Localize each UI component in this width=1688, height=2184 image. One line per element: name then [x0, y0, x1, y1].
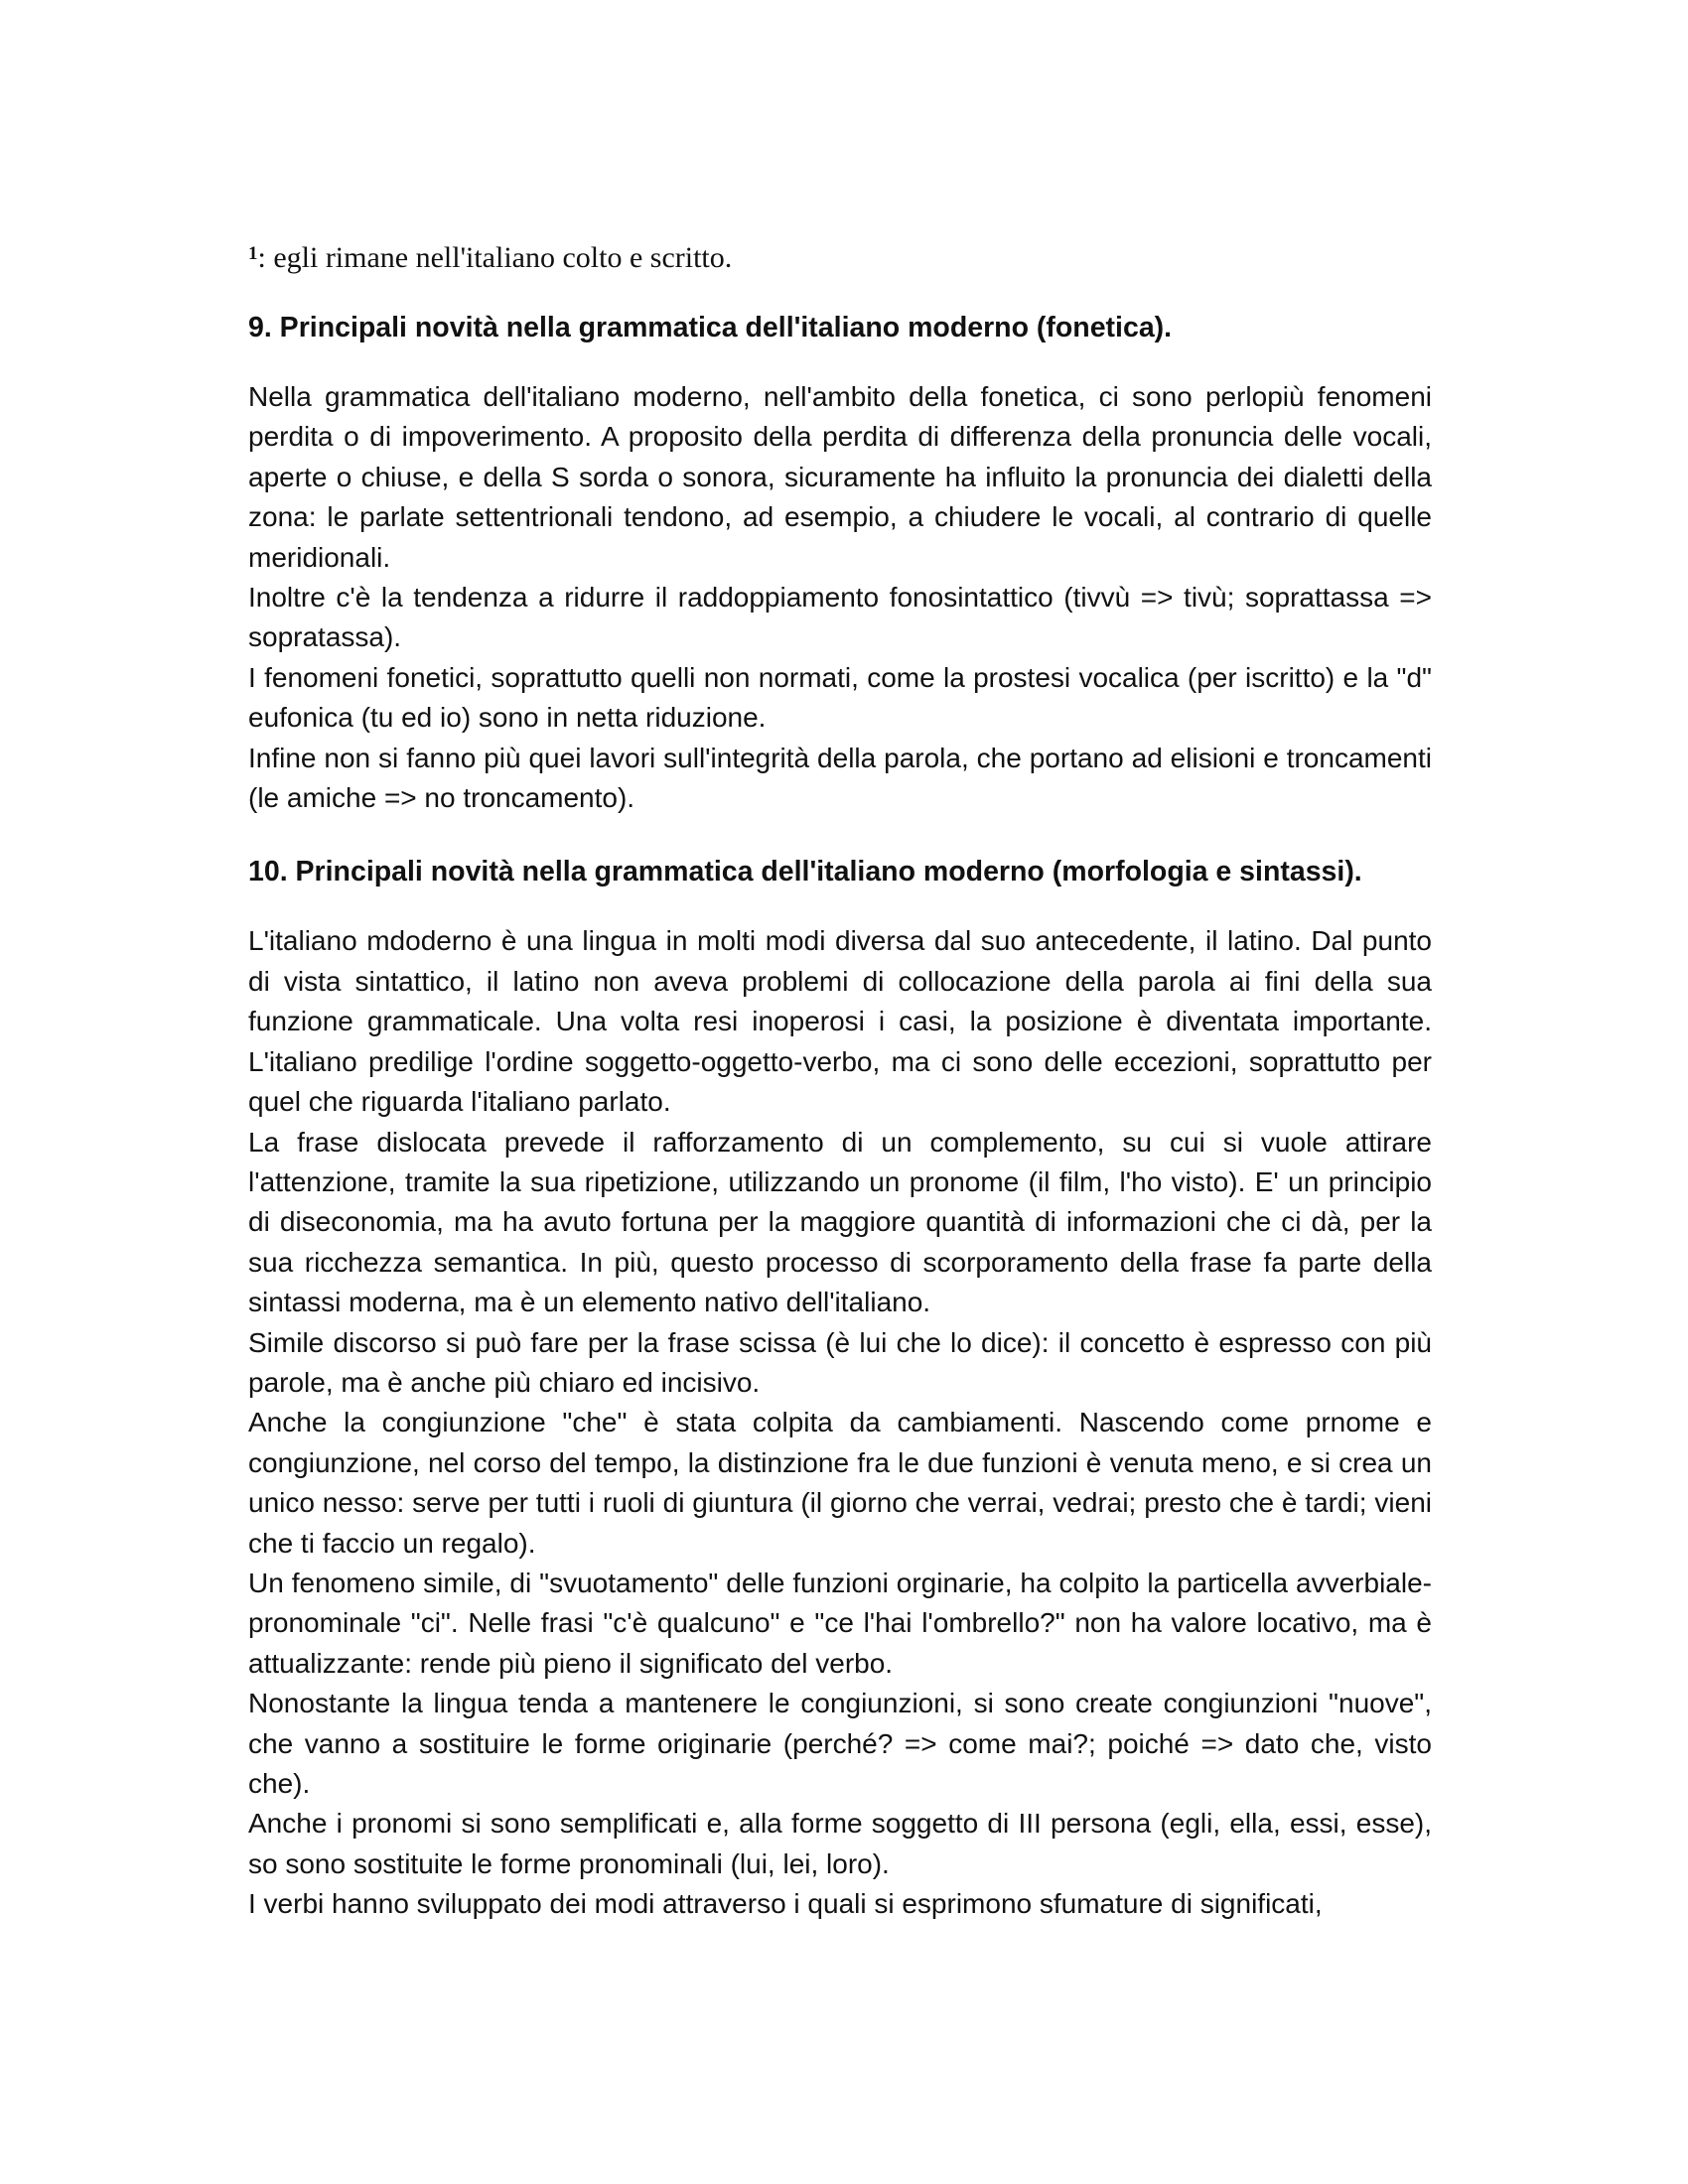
- paragraph: Simile discorso si può fare per la frase scissa (è lui che lo dice): il concetto è espresso con più parole, ma è anche più chiaro ed incisivo.: [248, 1326, 1432, 1398]
- footnote-marker: 1: [248, 243, 258, 264]
- section-heading: 10. Principali novità nella grammatica dell'italiano moderno (morfologia e sintassi).: [248, 856, 1362, 888]
- paragraph: Inoltre c'è la tendenza a ridurre il raddoppiamento fonosintattico (tivvù => tivù; soprattassa => sopratassa).: [248, 582, 1432, 653]
- section-fonetica: [248, 308, 1432, 818]
- paragraph: I verbi hanno sviluppato dei modi attraverso i quali si esprimono sfumature di significati,: [248, 1888, 1323, 1920]
- paragraph: Un fenomeno simile, di "svuotamento" delle funzioni orginarie, ha colpito la particella avverbiale-pronominale "ci". Nelle frasi "c'è qualcuno" e "ce l'hai l'ombrello?" non ha valore locativo, ma è attualizzante: rende più pieno il significato del verbo.: [248, 1567, 1432, 1679]
- paragraph: Nella grammatica dell'italiano moderno, nell'ambito della fonetica, ci sono perlopiù fenomeni perdita o di impoverimento. A proposito della perdita di differenza della pronuncia delle vocali, aperte o chiuse, e della S sorda o sonora, sicuramente ha influito la pronuncia dei dialetti della zona: le parlate settentrionali tendono, ad esempio, a chiudere le vocali, al contrario di quelle meridionali.: [248, 381, 1432, 573]
- page-content: [248, 238, 1432, 1959]
- footnote-text: : egli rimane nell'italiano colto e scritto.: [257, 241, 733, 274]
- paragraph: Anche la congiunzione "che" è stata colpita da cambiamenti. Nascendo come prnome e congiunzione, nel corso del tempo, la distinzione fra le due funzioni è venuta meno, e si crea un unico nesso: serve per tutti i ruoli di giuntura (il giorno che verrai, vedrai; presto che è tardi; vieni che ti faccio un regalo).: [248, 1407, 1432, 1559]
- paragraph: I fenomeni fonetici, soprattutto quelli non normati, come la prostesi vocalica (per iscritto) e la "d" eufonica (tu ed io) sono in netta riduzione.: [248, 661, 1432, 734]
- section-heading: 9. Principali novità nella grammatica dell'italiano moderno (fonetica).: [248, 312, 1173, 343]
- paragraph: Anche i pronomi si sono semplificati e, alla forme soggetto di III persona (egli, ella, essi, esse), so sono sostituite le forme pronominali (lui, lei, loro).: [248, 1808, 1432, 1879]
- footnote: [248, 238, 1432, 278]
- paragraph: L'italiano mdoderno è una lingua in molti modi diversa dal suo antecedente, il latino. Dal punto di vista sintattico, il latino non aveva problemi di collocazione della parola ai fini della sua funzione grammaticale. Una volta resi inoperosi i casi, la posizione è diventata importante. L'italiano predilige l'ordine soggetto-oggetto-verbo, ma ci sono delle eccezioni, soprattutto per quel che riguarda l'italiano parlato.: [248, 925, 1432, 1118]
- paragraph: Nonostante la lingua tenda a mantenere le congiunzioni, si sono create congiunzioni "nuove", che vanno a sostituire le forme originarie (perché? => come mai?; poiché => dato che, visto che).: [248, 1688, 1432, 1799]
- paragraph: Infine non si fanno più quei lavori sull'integrità della parola, che portano ad elisioni e troncamenti (le amiche => no troncamento).: [248, 742, 1432, 814]
- paragraph: La frase dislocata prevede il rafforzamento di un complemento, su cui si vuole attirare l'attenzione, tramite la sua ripetizione, utilizzando un pronome (il film, l'ho visto). E' un principio di diseconomia, ma ha avuto fortuna per la maggiore quantità di informazioni che ci dà, per la sua ricchezza semantica. In più, questo processo di scorporamento della frase fa parte della sintassi moderna, ma è un elemento nativo dell'italiano.: [248, 1126, 1432, 1318]
- section-morfologia-sintassi: [248, 852, 1432, 1924]
